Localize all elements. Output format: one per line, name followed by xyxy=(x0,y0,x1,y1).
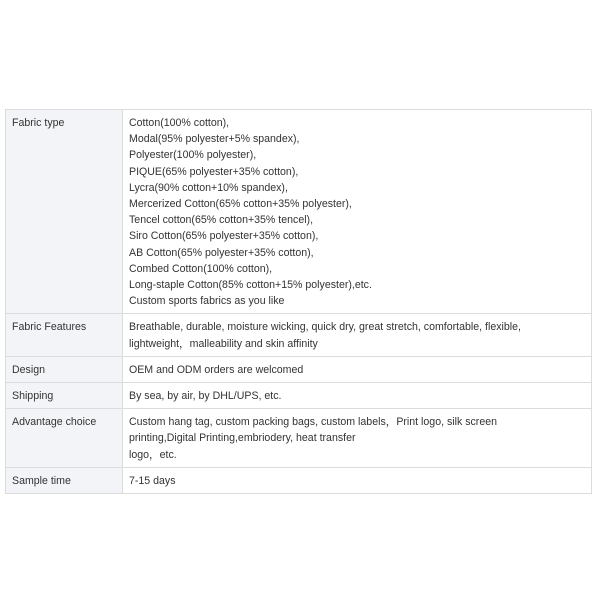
value-line: printing,Digital Printing,embriodery, heat transfer xyxy=(129,432,356,445)
value-line: Siro Cotton(65% polyester+35% cotton), xyxy=(129,230,319,243)
row-value xyxy=(123,314,592,356)
row-label: Fabric type xyxy=(6,110,123,314)
value-line: lightweight，malleability and skin affinity xyxy=(129,337,318,350)
value-line: Cotton(100% cotton), xyxy=(129,117,230,129)
value-line: Lycra(90% cotton+10% spandex), xyxy=(129,181,288,194)
value-line: AB Cotton(65% polyester+35% cotton), xyxy=(129,246,314,259)
value-line: logo，etc. xyxy=(129,448,177,461)
row-label: Shipping xyxy=(6,383,123,409)
row-value xyxy=(123,409,592,468)
table-row-shipping xyxy=(6,383,592,409)
value-line: Polyester(100% polyester), xyxy=(129,149,257,162)
value-line: By sea, by air, by DHL/UPS, etc. xyxy=(129,390,282,403)
table-row-design xyxy=(6,356,592,382)
value-line: Combed Cotton(100% cotton), xyxy=(129,262,273,275)
product-spec-table xyxy=(5,109,592,494)
value-line: Long-staple Cotton(85% cotton+15% polyester),etc. xyxy=(129,279,372,292)
row-label: Sample time xyxy=(6,467,123,493)
value-line: Breathable, durable, moisture wicking, quick dry, great stretch, comfortable, flexible, xyxy=(129,321,521,334)
row-value xyxy=(123,383,592,409)
table-row-fabric-type xyxy=(6,110,592,314)
row-label: Fabric Features xyxy=(6,314,123,356)
row-value xyxy=(123,110,592,314)
value-line: Tencel cotton(65% cotton+35% tencel), xyxy=(129,214,314,227)
row-value xyxy=(123,356,592,382)
value-line: Mercerized Cotton(65% cotton+35% polyester), xyxy=(129,198,352,211)
value-line: Custom hang tag, custom packing bags, custom labels，Print logo, silk screen xyxy=(129,416,498,429)
value-line: Modal(95% polyester+5% spandex), xyxy=(129,133,300,146)
row-value xyxy=(123,467,592,493)
value-line: Custom sports fabrics as you like xyxy=(129,295,285,308)
table-row-advantage-choice xyxy=(6,409,592,468)
value-line: OEM and ODM orders are welcomed xyxy=(129,363,304,376)
row-label: Design xyxy=(6,356,123,382)
value-line: PIQUE(65% polyester+35% cotton), xyxy=(129,165,299,178)
value-line: 7-15 days xyxy=(129,474,176,487)
table-row-fabric-features xyxy=(6,314,592,356)
table-row-sample-time xyxy=(6,467,592,493)
row-label: Advantage choice xyxy=(6,409,123,468)
